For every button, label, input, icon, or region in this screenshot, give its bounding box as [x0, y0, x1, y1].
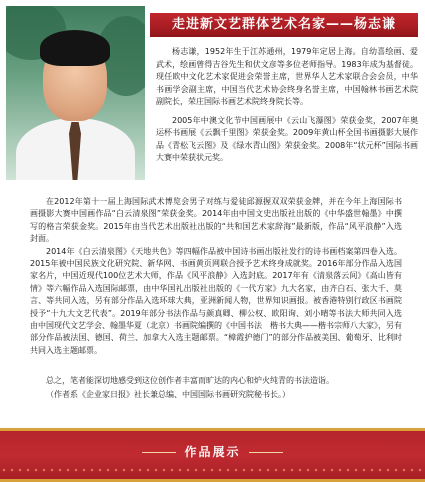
portrait-photo	[6, 6, 145, 180]
bio-top	[156, 46, 418, 166]
title-rule-left	[142, 452, 176, 453]
banner-title: 走进新文艺群体艺术名家——杨志谦	[150, 13, 418, 37]
closing-summary: 总之，笔者能深切地感受到这位创作者丰富而旷达的内心和炉火纯青的书法造诣。	[46, 376, 334, 385]
closing	[30, 374, 402, 402]
strip-border-top	[0, 428, 425, 431]
bio-paragraph: 2014年《白云清泉图》《天地共色》等四幅作品被中国诗书画出版社发行的诗书画档案第四卷入选。2015年被中国民族文化研究院、新华网、书画黄页网联合授予艺术终身成就奖。2016年部分作品入选国家名片，中国近现代100位艺术大师，作品《风平浪静》入选封底。2017年有《清泉落云间》《高山皆有情》等六幅作品入选国际邮票，由中华国礼出版社出版的《一代方家》九大名家，由齐白石、张大千、莫言、等共同入选，另有部分作品入选环球大典，亚洲新闻人物，世界知识画报。被香港特别行政区书画院授予“十九大文艺代表”。2019年部分书法作品与颜真卿、柳公权、欧阳询、刘小晴等书法大师共同入选由中国现代文艺学会、翰墨华夏（北京）书画院编撰的《中国书法 楷书大典——楷书宗师八大家》，另有部分作品被法国、德国、荷兰、加拿大入选主题邮票。“樟霞护德门”的部分作品被美国、葡萄牙、比利时共同入选主题邮票。	[30, 246, 402, 355]
bio-paragraph: 2005年中澳文化节中国画展中《云山飞瀑图》荣获金奖，2007年奥运杯书画展《云飘千里图》荣获金奖。2009年黄山杯全国书画摄影大展作品《青松飞云图》及《绿水青山图》荣获金奖。2008年“状元杯”国际书画大赛中荣获状元奖。	[156, 115, 418, 162]
section-title: 作品展示	[184, 445, 241, 459]
bio-paragraph: 杨志谦，1952年生于江苏通州，1979年定居上海。自幼喜绘画、爱武术，绘画曾得吉谷先生和伏文彦等多位老师指导。1983年成为基督徒。现任欧中文化艺术家促进会荣誉主席，世界华人艺术家联合会会员，中华书画学会副主席，中国当代艺术协会终身名誉主席，中国翰林书画艺术院副院长，荣庄国际书画艺术院终身院长等。	[156, 47, 418, 106]
portrait-hair	[40, 30, 110, 66]
bio-main	[30, 196, 402, 357]
closing-attribution: （作者系《企业家日报》社长兼总编、中国国际书画研究院秘书长。）	[46, 390, 290, 399]
decorative-dots	[0, 466, 425, 474]
bio-paragraph: 在2012年第十一届上海国际武术博览会男子对练与爱徒邱源握双双荣获金牌，并在今年上海国际书画摄影大赛中国画作品“白云清泉图”荣获金奖。2014年由中国文史出版社出版的《中华盛世翰墨》中撰写的格言荣获金奖。2015年由当代艺术出版社出版的“共和国艺术家辞海”最新版，作品“风平浪静”入选封面。	[30, 197, 402, 244]
title-rule-right	[249, 452, 283, 453]
section-strip	[0, 428, 425, 482]
section-title-row	[0, 442, 425, 462]
